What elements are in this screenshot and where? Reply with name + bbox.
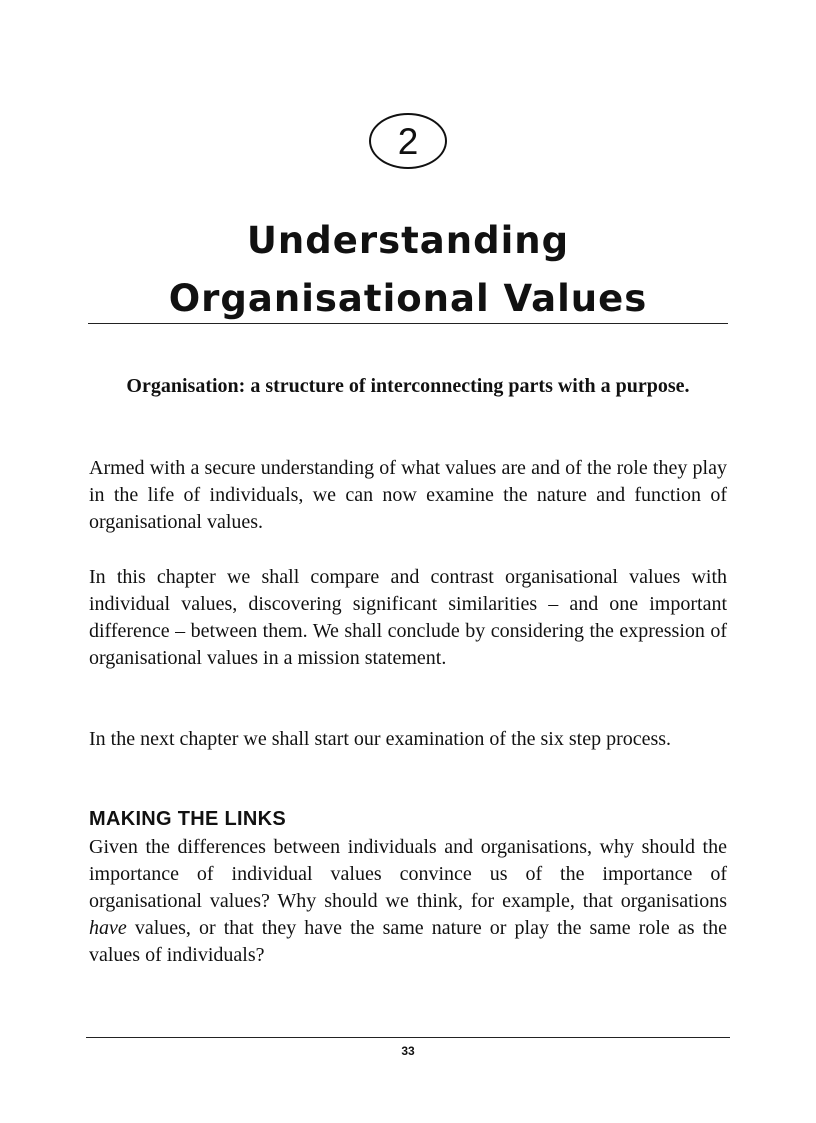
section-text-part-2: values, or that they have the same nature or play the same role as the values of individuals? [89, 917, 727, 966]
chapter-title-line-1: Understanding [246, 219, 570, 262]
section-emphasis: have [89, 917, 127, 939]
intro-paragraph-2: In this chapter we shall compare and contrast organisational values with individual values, discovering significant similarities – and one important difference – between them. We shall conclude by considering the expression of organisational values in a mission statement. [89, 566, 727, 669]
section-paragraph [89, 834, 727, 969]
page-number: 33 [401, 1044, 415, 1058]
chapter-number: 2 [397, 120, 419, 162]
chapter-number-badge [369, 113, 447, 169]
chapter-title-line-2: Organisational Values [168, 277, 648, 320]
section-heading: MAKING THE LINKS [89, 808, 287, 830]
section-text-part-1: Given the differences between individuals and organisations, why should the importance of individual values convince us of the importance of organisational values? Why should we think, for example, that organisations [89, 836, 727, 912]
title-divider [88, 323, 728, 324]
epigraph: Organisation: a structure of interconnecting parts with a purpose. [126, 375, 690, 397]
intro-paragraph-1: Armed with a secure understanding of what values are and of the role they play in the life of individuals, we can now examine the nature and function of organisational values. [89, 457, 727, 533]
intro-paragraph-3: In the next chapter we shall start our examination of the six step process. [89, 728, 672, 750]
chapter-title [88, 212, 728, 328]
footer-divider [86, 1037, 730, 1038]
